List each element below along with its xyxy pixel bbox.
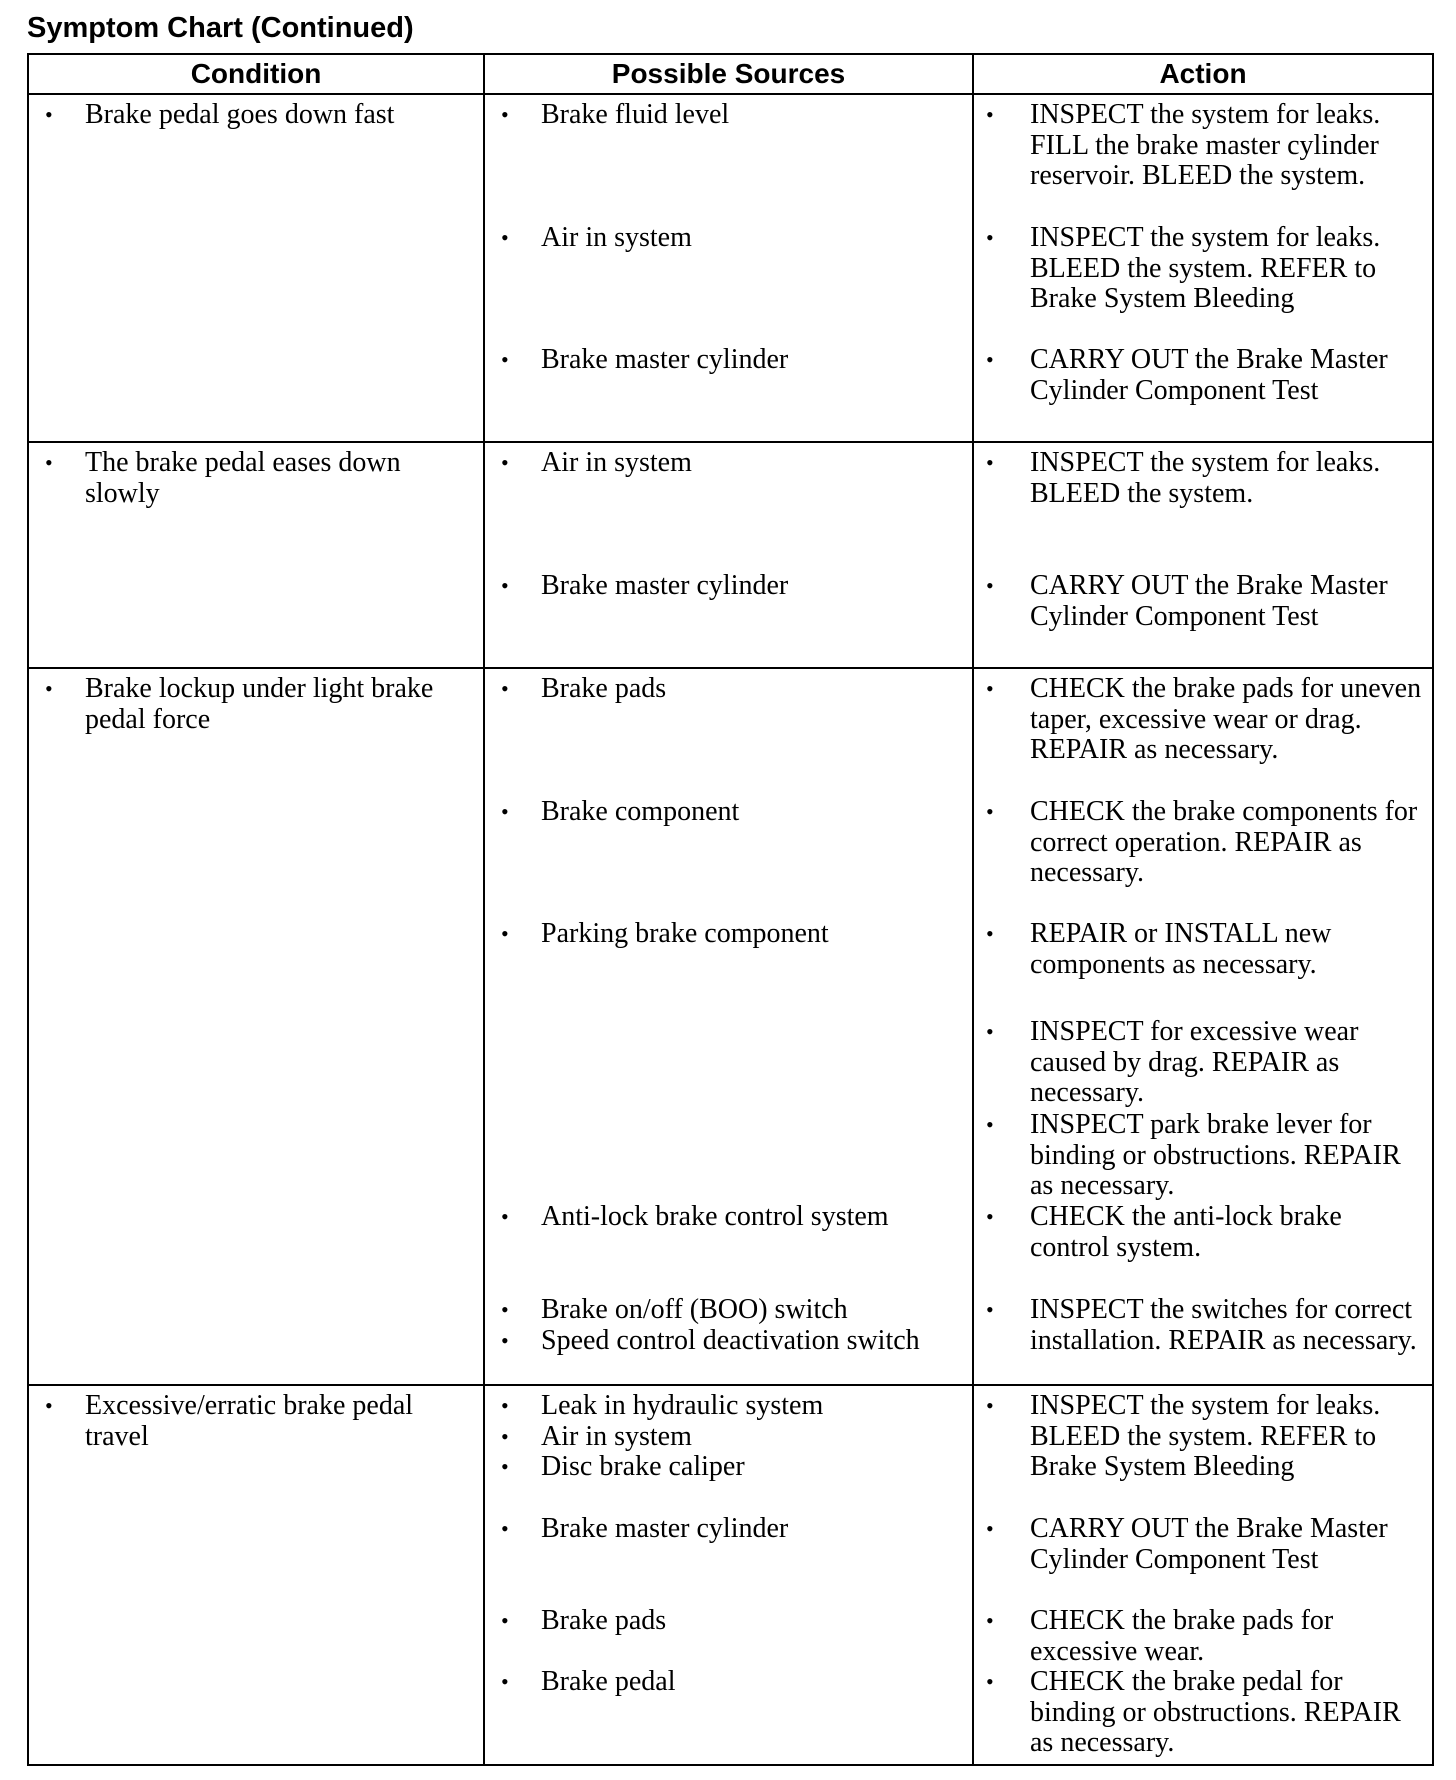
bullet-icon: •	[501, 1516, 509, 1541]
bullet-icon: •	[501, 1669, 509, 1694]
list-item: • Brake pedal goes down fast	[45, 99, 395, 130]
action-cell	[973, 442, 1433, 668]
bullet-icon: •	[986, 1516, 994, 1541]
list-item: • CHECK the brake components for correct operation. REPAIR as necessary.	[986, 796, 1418, 889]
list-item: • The brake pedal eases down slowly	[45, 447, 401, 509]
list-item: • Brake pedal	[501, 1666, 676, 1697]
list-item: • REPAIR or INSTALL new components as necessary.	[986, 918, 1332, 980]
list-item: • Brake lockup under light brake pedal force	[45, 673, 434, 735]
bullet-icon: •	[501, 1608, 509, 1633]
bullet-icon: •	[986, 450, 994, 475]
list-item: • INSPECT the switches for correct installation. REPAIR as necessary.	[986, 1294, 1417, 1356]
list-item: • Anti-lock brake control system	[501, 1201, 889, 1232]
list-item: • Brake pads	[501, 673, 667, 704]
list-item: • CHECK the brake pads for excessive wear.	[986, 1605, 1334, 1667]
list-item: • Brake master cylinder	[501, 570, 789, 601]
sources-cell	[484, 442, 973, 668]
bullet-icon: •	[986, 1204, 994, 1229]
bullet-icon: •	[986, 1112, 994, 1137]
list-item: • Brake on/off (BOO) switch	[501, 1294, 848, 1325]
bullet-icon: •	[986, 1019, 994, 1044]
bullet-icon: •	[501, 102, 509, 127]
list-item: • Brake fluid level	[501, 99, 730, 130]
list-item: • CARRY OUT the Brake Master Cylinder Component Test	[986, 570, 1388, 632]
bullet-icon: •	[986, 347, 994, 372]
bullet-icon: •	[986, 1669, 994, 1694]
bullet-icon: •	[45, 1393, 53, 1418]
list-item: • CHECK the anti-lock brake control system.	[986, 1201, 1342, 1263]
sources-cell	[484, 94, 973, 442]
bullet-icon: •	[986, 1393, 994, 1418]
condition-cell	[28, 668, 484, 1385]
bullet-icon: •	[501, 799, 509, 824]
bullet-icon: •	[501, 450, 509, 475]
list-item: • Air in system	[501, 222, 692, 253]
condition-cell	[28, 442, 484, 668]
table-row	[28, 1385, 1433, 1765]
header-action: Action	[973, 54, 1433, 94]
bullet-icon: •	[45, 102, 53, 127]
bullet-icon: •	[501, 921, 509, 946]
page-title: Symptom Chart (Continued)	[27, 12, 414, 44]
list-item: • INSPECT for excessive wear caused by drag. REPAIR as necessary.	[986, 1016, 1359, 1109]
list-item: • Brake master cylinder	[501, 1513, 789, 1544]
list-item: • Air in system	[501, 1421, 692, 1452]
bullet-icon: •	[501, 1328, 509, 1353]
bullet-icon: •	[986, 799, 994, 824]
sources-cell	[484, 668, 973, 1385]
bullet-icon: •	[501, 1204, 509, 1229]
table-row	[28, 94, 1433, 442]
header-condition: Condition	[28, 54, 484, 94]
table-header-row	[28, 54, 1433, 94]
action-cell	[973, 94, 1433, 442]
list-item: • INSPECT the system for leaks. BLEED the system. REFER to Brake System Bleeding	[986, 222, 1381, 315]
list-item: • Parking brake component	[501, 918, 829, 949]
list-item: • Brake component	[501, 796, 740, 827]
header-possible-sources: Possible Sources	[484, 54, 973, 94]
bullet-icon: •	[986, 1608, 994, 1633]
condition-cell	[28, 94, 484, 442]
list-item: • INSPECT the system for leaks. FILL the brake master cylinder reservoir. BLEED the system.	[986, 99, 1381, 192]
bullet-icon: •	[501, 1297, 509, 1322]
list-item: • CARRY OUT the Brake Master Cylinder Component Test	[986, 344, 1388, 406]
list-item: • CHECK the brake pads for uneven taper, excessive wear or drag. REPAIR as necessary.	[986, 673, 1422, 766]
table-row	[28, 668, 1433, 1385]
list-item: • INSPECT park brake lever for binding or obstructions. REPAIR as necessary.	[986, 1109, 1401, 1202]
action-cell	[973, 668, 1433, 1385]
list-item: • CARRY OUT the Brake Master Cylinder Component Test	[986, 1513, 1388, 1575]
action-cell	[973, 1385, 1433, 1765]
table-row	[28, 442, 1433, 668]
bullet-icon: •	[501, 1424, 509, 1449]
bullet-icon: •	[501, 1454, 509, 1479]
bullet-icon: •	[501, 1393, 509, 1418]
bullet-icon: •	[45, 450, 53, 475]
list-item: • Air in system	[501, 447, 692, 478]
list-item: • INSPECT the system for leaks. BLEED the system. REFER to Brake System Bleeding	[986, 1390, 1381, 1483]
bullet-icon: •	[501, 676, 509, 701]
list-item: • Brake master cylinder	[501, 344, 789, 375]
list-item: • Speed control deactivation switch	[501, 1325, 920, 1356]
bullet-icon: •	[986, 921, 994, 946]
bullet-icon: •	[501, 347, 509, 372]
bullet-icon: •	[501, 225, 509, 250]
bullet-icon: •	[501, 573, 509, 598]
bullet-icon: •	[986, 573, 994, 598]
list-item: • INSPECT the system for leaks. BLEED the system.	[986, 447, 1381, 509]
bullet-icon: •	[986, 225, 994, 250]
list-item: • Disc brake caliper	[501, 1451, 745, 1482]
list-item: • Leak in hydraulic system	[501, 1390, 824, 1421]
sources-cell	[484, 1385, 973, 1765]
bullet-icon: •	[986, 102, 994, 127]
symptom-chart-table	[27, 53, 1434, 1766]
list-item: • Brake pads	[501, 1605, 667, 1636]
bullet-icon: •	[986, 1297, 994, 1322]
bullet-icon: •	[986, 676, 994, 701]
bullet-icon: •	[45, 676, 53, 701]
list-item: • CHECK the brake pedal for binding or obstructions. REPAIR as necessary.	[986, 1666, 1401, 1759]
list-item: • Excessive/erratic brake pedal travel	[45, 1390, 414, 1452]
condition-cell	[28, 1385, 484, 1765]
